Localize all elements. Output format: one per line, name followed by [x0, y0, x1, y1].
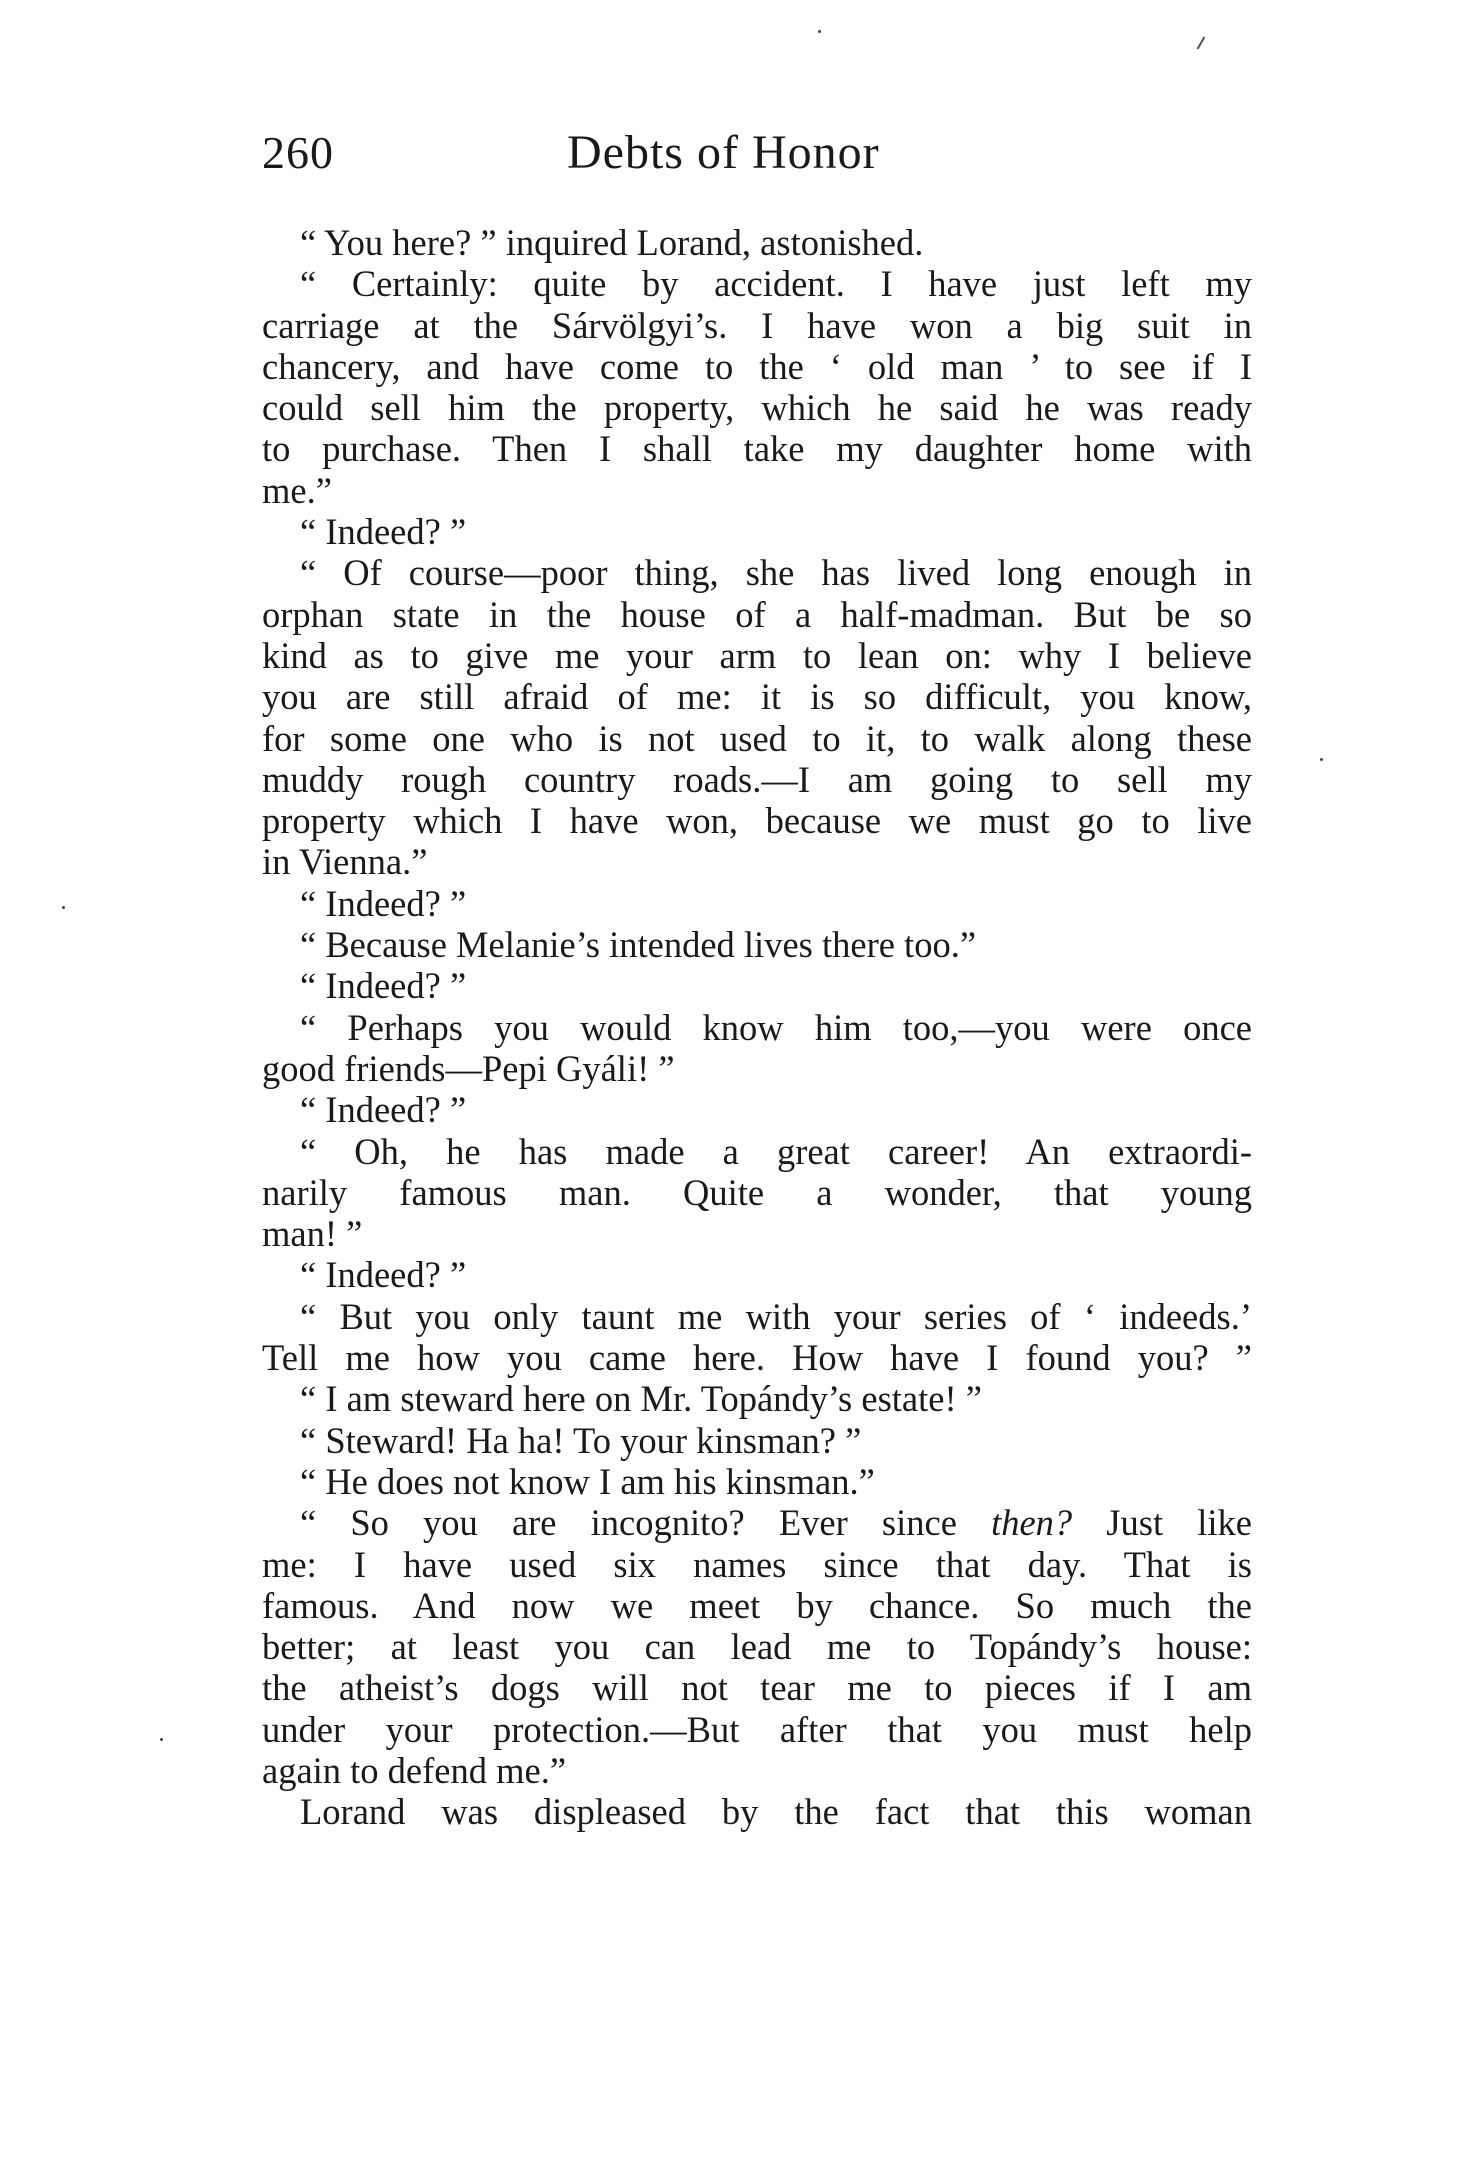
text-line: “ Certainly: quite by accident. I have just left my — [300, 263, 1252, 305]
text-line: “ But you only taunt me with your series of ‘ indeeds.’ — [300, 1295, 1252, 1337]
text-line: “ Because Melanie’s intended lives there too.” — [300, 924, 977, 966]
scan-speck-left — [62, 906, 65, 909]
text-line: the atheist’s dogs will not tear me to pieces if I am — [262, 1667, 1252, 1709]
text-line: Tell me how you came here. How have I found you? ” — [262, 1337, 1252, 1379]
text-line: “ Indeed? ” — [300, 882, 467, 924]
body-text — [262, 222, 1252, 1833]
text-line: “ He does not know I am his kinsman.” — [300, 1460, 875, 1502]
text-line: chancery, and have come to the ‘ old man ’ to see if I — [262, 345, 1252, 387]
text-line: orphan state in the house of a half-madman. But be so — [262, 593, 1252, 635]
text-line: “ Steward! Ha ha! To your kinsman? ” — [300, 1419, 862, 1461]
text-line: for some one who is not used to it, to walk along these — [262, 717, 1252, 759]
text-line: “ You here? ” inquired Lorand, astonished. — [300, 222, 924, 263]
text-line: in Vienna.” — [262, 841, 428, 883]
running-title: Debts of Honor — [567, 126, 880, 179]
text-line: again to defend me.” — [262, 1749, 567, 1791]
text-line: “ Of course—poor thing, she has lived long enough in — [300, 552, 1252, 594]
scan-speck-right — [1320, 758, 1323, 761]
text-line: could sell him the property, which he said he was ready — [262, 387, 1252, 429]
scan-mark-top-right — [1197, 36, 1206, 49]
text-line: me.” — [262, 469, 332, 511]
text-line: “ I am steward here on Mr. Topándy’s estate! ” — [300, 1378, 982, 1420]
text-line: property which I have won, because we must go to live — [262, 800, 1252, 842]
scan-speck-left-lower — [160, 1738, 163, 1741]
text-line: narily famous man. Quite a wonder, that young — [262, 1171, 1252, 1213]
text-line: better; at least you can lead me to Topándy’s house: — [262, 1626, 1252, 1668]
text-line: “ Oh, he has made a great career! An extraordi- — [300, 1130, 1252, 1172]
text-line: carriage at the Sárvölgyi’s. I have won a big suit in — [262, 304, 1252, 346]
text-line: “ Indeed? ” — [300, 1254, 467, 1296]
text-line: to purchase. Then I shall take my daughter home with — [262, 428, 1252, 470]
text-line: “ Indeed? ” — [300, 511, 467, 553]
text-line: man! ” — [262, 1213, 363, 1255]
text-line: me: I have used six names since that day. That is — [262, 1543, 1252, 1585]
text-line: muddy rough country roads.—I am going to sell my — [262, 758, 1252, 800]
text-line: “ Indeed? ” — [300, 965, 467, 1007]
scan-speck-top — [818, 30, 821, 33]
text-line: kind as to give me your arm to lean on: why I believe — [262, 634, 1252, 676]
text-line: “ Indeed? ” — [300, 1089, 467, 1131]
running-header — [262, 118, 1260, 188]
text-line: good friends—Pepi Gyáli! ” — [262, 1047, 675, 1089]
text-line: “ So you are incognito? Ever since then? Just like — [300, 1502, 1252, 1544]
text-line: under your protection.—But after that you must help — [262, 1708, 1252, 1750]
text-line: Lorand was displeased by the fact that this woman — [300, 1791, 1252, 1833]
text-line: “ Perhaps you would know him too,—you were once — [300, 1006, 1252, 1048]
page-number: 260 — [262, 127, 334, 178]
text-line: famous. And now we meet by chance. So much the — [262, 1584, 1252, 1626]
text-line: you are still afraid of me: it is so difficult, you know, — [262, 676, 1252, 718]
